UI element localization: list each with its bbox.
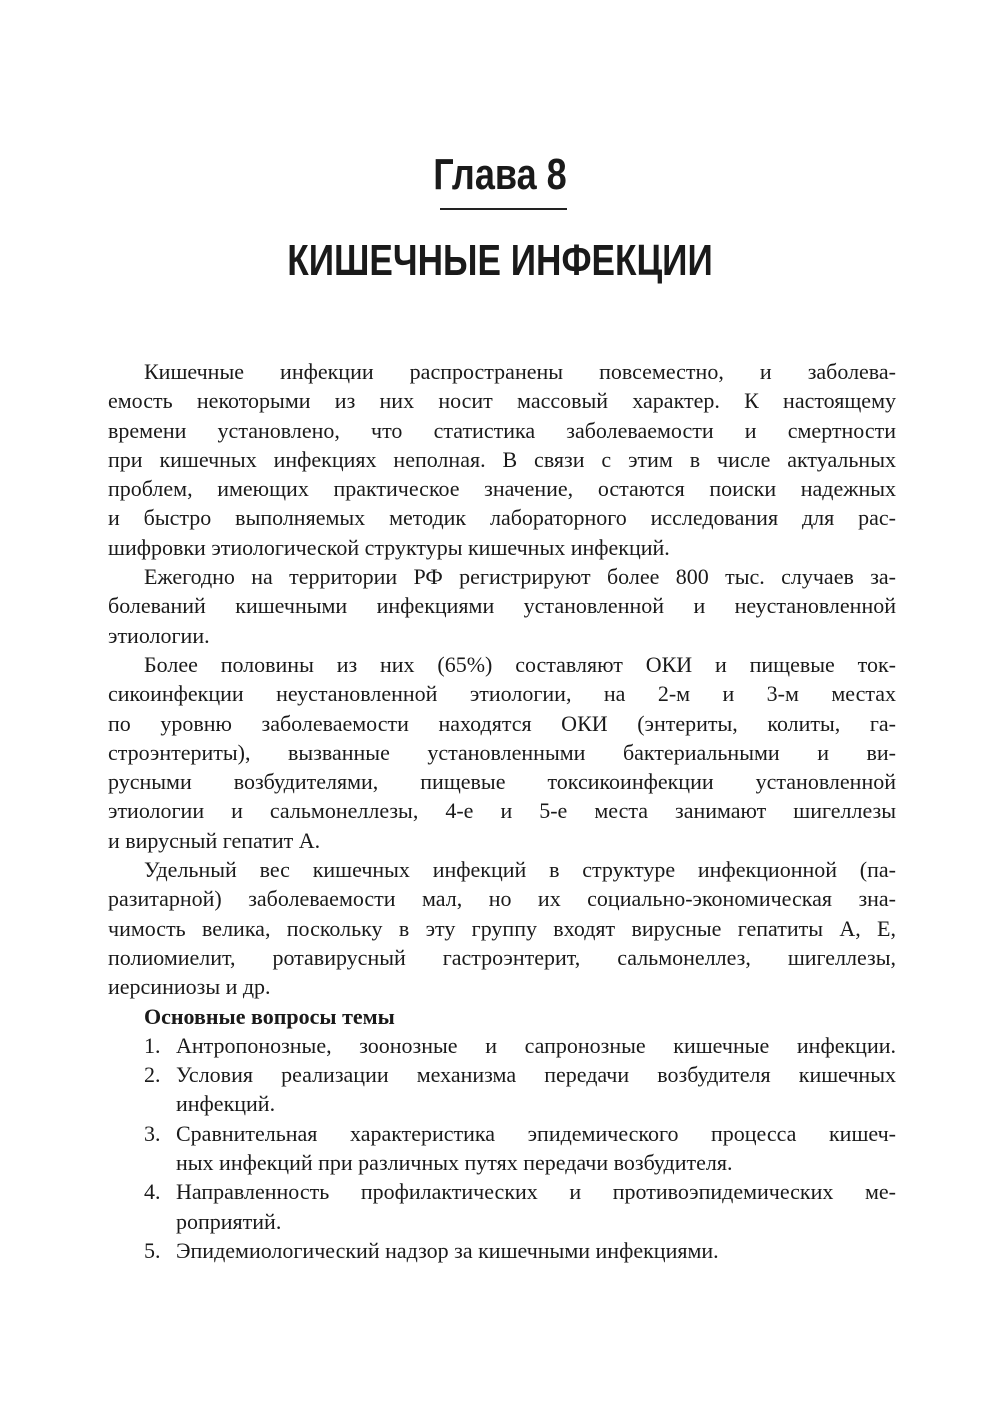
text-line: при кишечных инфекциях неполная. В связи с этим в числе актуальных bbox=[108, 446, 896, 472]
list-number: 5. bbox=[144, 1237, 161, 1263]
list-item bbox=[108, 1060, 896, 1089]
paragraph bbox=[108, 357, 896, 562]
list-item-continuation: ных инфекций при различных путях передачи возбудителя. bbox=[176, 1150, 733, 1176]
chapter-label: Глава 8 bbox=[433, 150, 567, 199]
list-number: 1. bbox=[144, 1032, 161, 1058]
chapter-divider bbox=[440, 208, 567, 210]
list-item-continuation: инфекций. bbox=[176, 1091, 276, 1117]
text-line: Ежегодно на территории РФ регистрируют более 800 тыс. случаев за- bbox=[144, 564, 896, 590]
text-line: по уровню заболеваемости находятся ОКИ (энтериты, колиты, га- bbox=[108, 710, 896, 736]
list-text: Сравнительная характеристика эпидемического процесса кишеч- bbox=[176, 1120, 896, 1146]
text-line: строэнтериты), вызванные установленными бактериальными и ви- bbox=[108, 739, 896, 765]
text-line: Более половины из них (65%) составляют ОКИ и пищевые ток- bbox=[144, 651, 896, 677]
list-item-continuation: роприятий. bbox=[176, 1208, 282, 1234]
list-number: 4. bbox=[144, 1179, 161, 1205]
list-text: Антропонозные, зоонозные и сапронозные кишечные инфекции. bbox=[176, 1032, 896, 1058]
paragraph bbox=[108, 650, 896, 855]
chapter-title: КИШЕЧНЫЕ ИНФЕКЦИИ bbox=[287, 236, 713, 285]
text-line: сикоинфекции неустановленной этиологии, на 2-м и 3-м местах bbox=[108, 681, 896, 707]
list-number: 2. bbox=[144, 1062, 161, 1088]
text-line: чимость велика, поскольку в эту группу входят вирусные гепатиты А, Е, bbox=[108, 915, 896, 941]
paragraph bbox=[108, 855, 896, 1001]
text-line: русными возбудителями, пищевые токсикоинфекции установленной bbox=[108, 769, 896, 795]
list-number: 3. bbox=[144, 1120, 161, 1146]
list-item bbox=[108, 1119, 896, 1148]
text-line: шифровки этиологической структуры кишечных инфекций. bbox=[108, 534, 670, 560]
text-line: полиомиелит, ротавирусный гастроэнтерит, сальмонеллез, шигеллезы, bbox=[108, 944, 896, 970]
text-line: этиологии. bbox=[108, 622, 210, 648]
text-line: и вирусный гепатит А. bbox=[108, 827, 321, 853]
list-text: Эпидемиологический надзор за кишечными инфекциями. bbox=[176, 1237, 719, 1263]
text-line: и быстро выполняемых методик лабораторного исследования для рас- bbox=[108, 505, 896, 531]
text-line: этиологии и сальмонеллезы, 4-е и 5-е места занимают шигеллезы bbox=[108, 798, 896, 824]
list-text: Условия реализации механизма передачи возбудителя кишечных bbox=[176, 1062, 896, 1088]
list-item bbox=[108, 1177, 896, 1206]
text-line: болеваний кишечными инфекциями установленной и неустановленной bbox=[108, 593, 896, 619]
questions-heading: Основные вопросы темы bbox=[144, 1003, 395, 1029]
paragraph bbox=[108, 562, 896, 650]
text-line: времени установлено, что статистика заболеваемости и смертности bbox=[108, 417, 896, 443]
list-item bbox=[108, 1031, 896, 1060]
list-item bbox=[108, 1236, 896, 1265]
questions-list bbox=[108, 1031, 896, 1265]
chapter-body bbox=[108, 357, 896, 1265]
list-text: Направленность профилактических и противоэпидемических ме- bbox=[176, 1179, 896, 1205]
text-line: емость некоторыми из них носит массовый характер. К настоящему bbox=[108, 388, 896, 414]
text-line: иерсиниозы и др. bbox=[108, 974, 271, 1000]
text-line: Удельный вес кишечных инфекций в структуре инфекционной (па- bbox=[144, 857, 896, 883]
text-line: Кишечные инфекции распространены повсеместно, и заболева- bbox=[144, 359, 896, 384]
text-line: проблем, имеющих практическое значение, остаются поиски надежных bbox=[108, 476, 896, 502]
text-line: разитарной) заболеваемости мал, но их социально-экономическая зна- bbox=[108, 886, 896, 912]
